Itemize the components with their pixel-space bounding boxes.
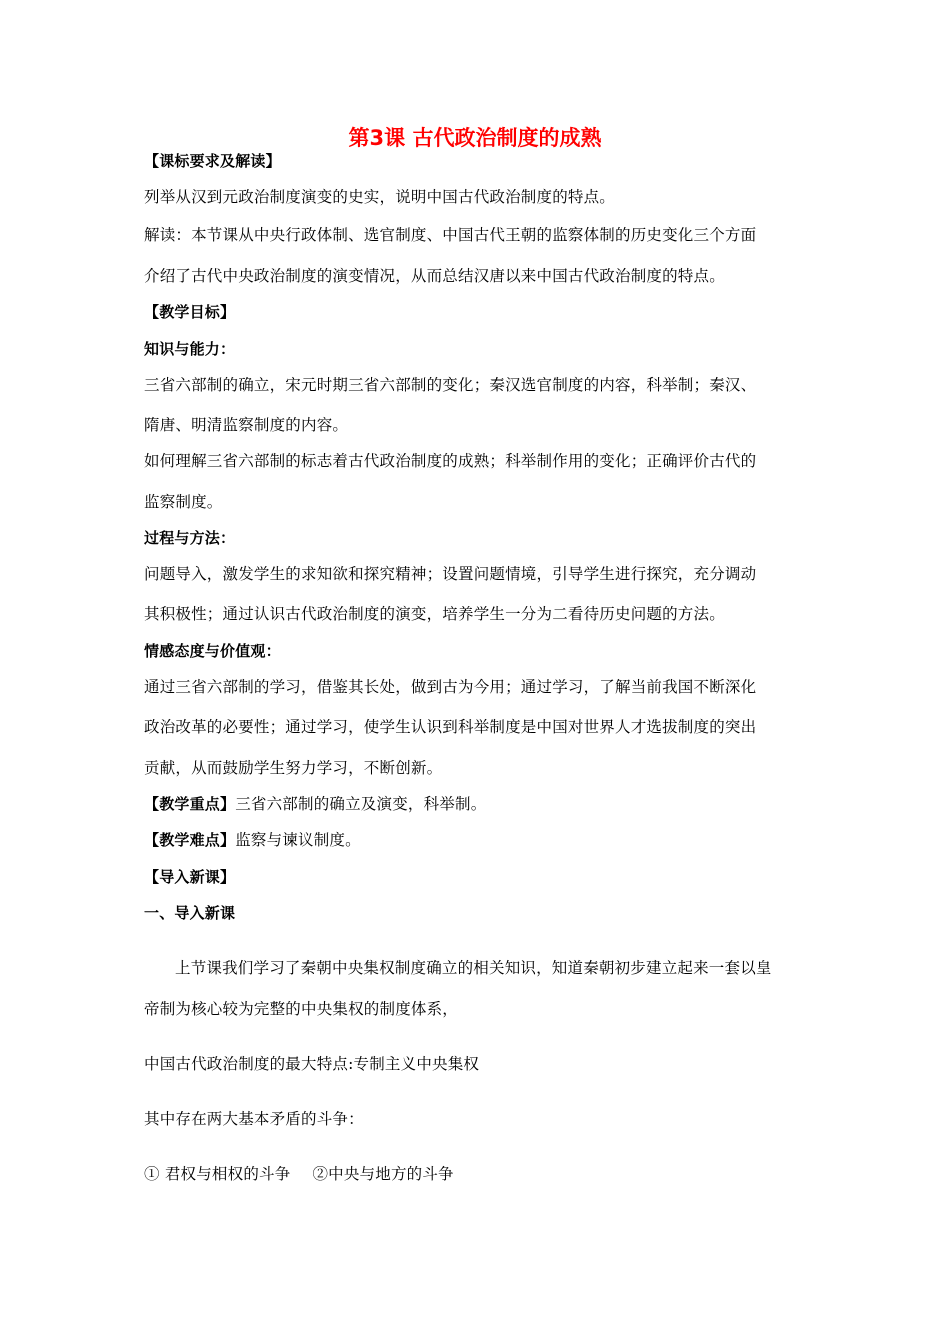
feature-line: 中国古代政治制度的最大特点:专制主义中央集权	[144, 1055, 480, 1073]
key-point-label: 【教学重点】	[144, 795, 236, 813]
emotion-line-1: 通过三省六部制的学习，借鉴其长处，做到古为今用；通过学习，了解当前我国不断深化	[144, 678, 757, 696]
difficulty-text: 监察与谏议制度。	[235, 831, 361, 849]
process-line-1: 问题导入，激发学生的求知欲和探究精神；设置问题情境，引导学生进行探究，充分调动	[144, 565, 757, 583]
knowledge-heading: 知识与能力：	[144, 340, 236, 358]
conflict-item-1: ① 君权与相权的斗争	[144, 1165, 291, 1183]
key-point-text: 三省六部制的确立及演变，科举制。	[235, 795, 487, 813]
conflict-item-2: ②中央与地方的斗争	[312, 1165, 454, 1183]
intro-subheading: 一、导入新课	[144, 904, 236, 922]
intro-paragraph-line-2: 帝制为核心较为完整的中央集权的制度体系，	[144, 1000, 459, 1018]
interpretation-line-2: 介绍了古代中央政治制度的演变情况，从而总结汉唐以来中国古代政治制度的特点。	[144, 267, 725, 285]
conflict-items-row	[144, 1163, 814, 1185]
goals-heading: 【教学目标】	[144, 303, 236, 321]
emotion-line-2: 政治改革的必要性；通过学习，使学生认识到科举制度是中国对世界人才选拔制度的突出	[144, 718, 757, 736]
key-point-row	[144, 793, 814, 815]
knowledge-line-1: 三省六部制的确立，宋元时期三省六部制的变化；秦汉选官制度的内容，科举制；秦汉、	[144, 376, 757, 394]
difficulty-row	[144, 829, 814, 851]
knowledge-line-3: 如何理解三省六部制的标志着古代政治制度的成熟；科举制作用的变化；正确评价古代的	[144, 452, 757, 470]
intro-paragraph-line-1: 上节课我们学习了秦朝中央集权制度确立的相关知识，知道秦朝初步建立起来一套以皇	[175, 959, 772, 977]
process-heading: 过程与方法：	[144, 529, 236, 547]
knowledge-line-2: 隋唐、明清监察制度的内容。	[144, 416, 349, 434]
difficulty-label: 【教学难点】	[144, 831, 236, 849]
conflict-line: 其中存在两大基本矛盾的斗争：	[144, 1110, 364, 1128]
emotion-line-3: 贡献，从而鼓励学生努力学习，不断创新。	[144, 759, 443, 777]
curriculum-text: 列举从汉到元政治制度演变的史实，说明中国古代政治制度的特点。	[144, 188, 616, 206]
curriculum-heading: 【课标要求及解读】	[144, 152, 281, 170]
emotion-heading: 情感态度与价值观：	[144, 642, 281, 660]
process-line-2: 其积极性；通过认识古代政治制度的演变，培养学生一分为二看待历史问题的方法。	[144, 605, 725, 623]
intro-heading: 【导入新课】	[144, 868, 236, 886]
interpretation-line-1: 解读：本节课从中央行政体制、选官制度、中国古代王朝的监察体制的历史变化三个方面	[144, 226, 757, 244]
knowledge-line-4: 监察制度。	[144, 493, 223, 511]
lesson-title: 第3课 古代政治制度的成熟	[348, 126, 602, 150]
